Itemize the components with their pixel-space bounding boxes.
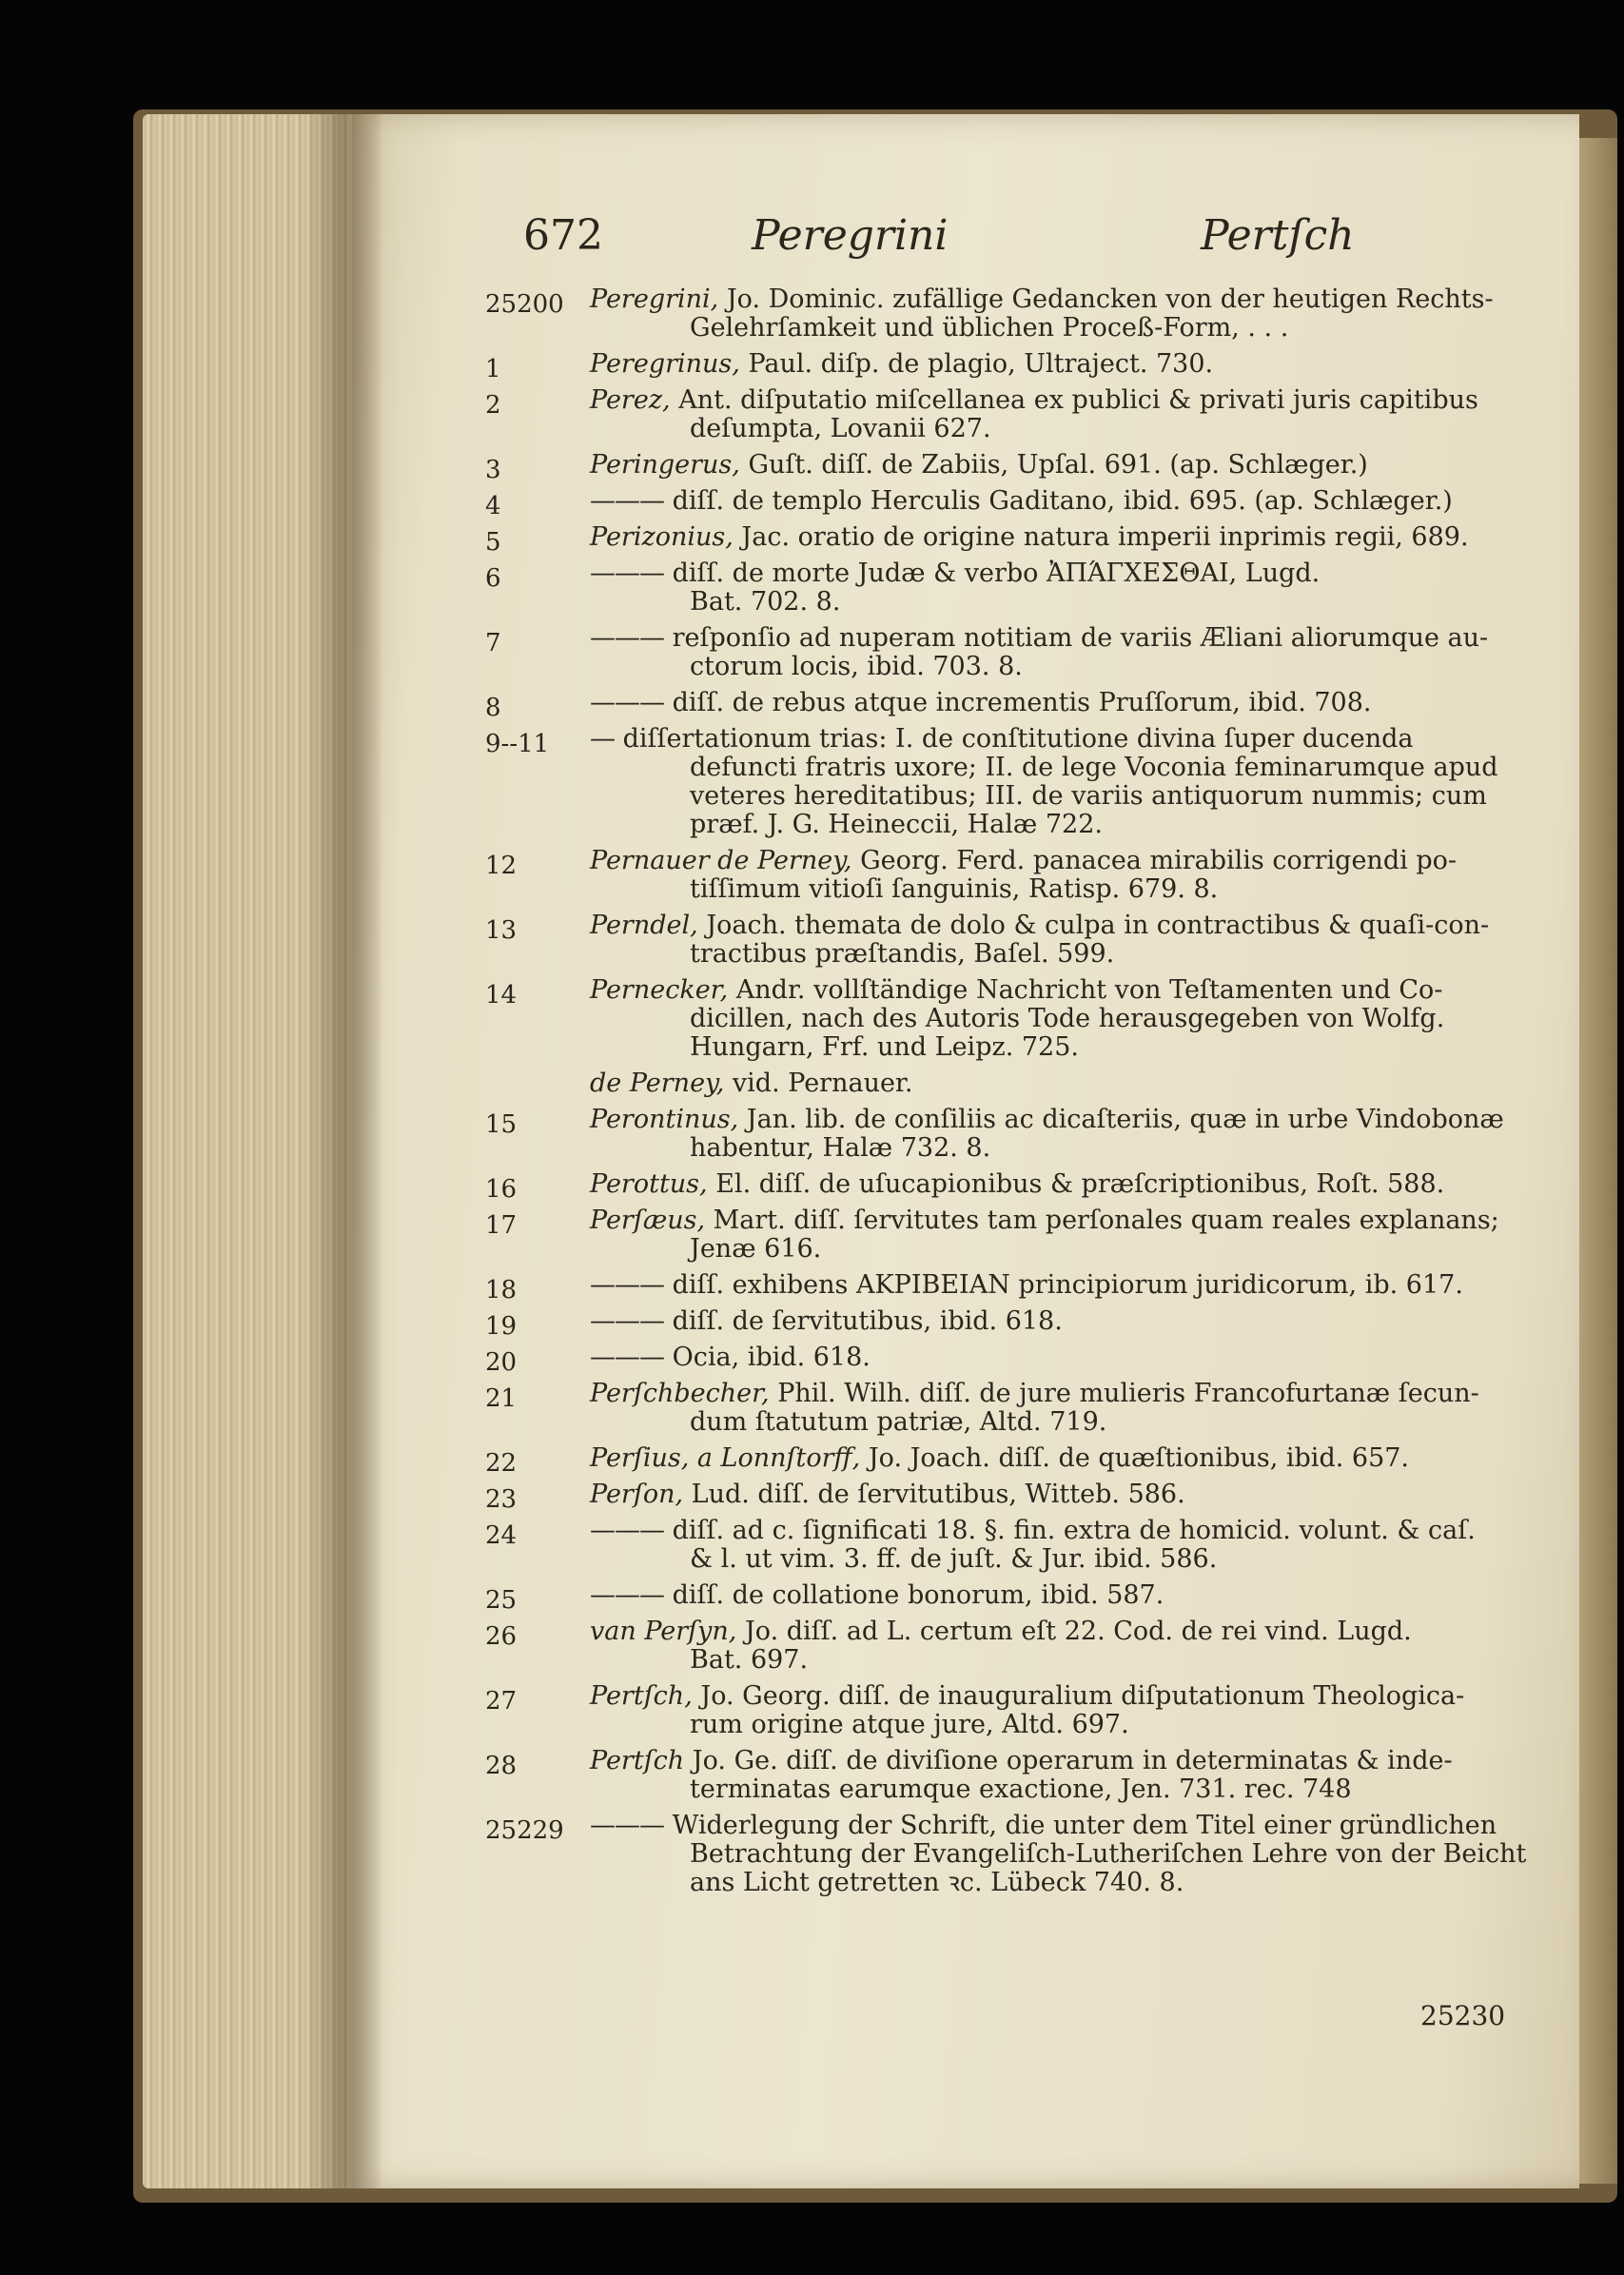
entry-line: El. diſſ. de uſucapionibus & præſcriptionibus, Roſt. 588. [715, 1169, 1445, 1199]
entry-line: Jac. oratio de origine natura imperii inprimis regii, 689. [741, 522, 1469, 552]
catalog-entry [485, 1443, 1551, 1478]
entry-line: præf. J. G. Heineccii, Halæ 722. [690, 810, 1103, 839]
entry-author: ——— [590, 1811, 664, 1840]
entry-number: 15 [485, 1110, 518, 1139]
entry-author: Pertſch [590, 1746, 685, 1775]
entry-line: Gelehrſamkeit und üblichen Proceß-Form, . . . [690, 313, 1289, 343]
entry-line: diſſ. de collatione bonorum, ibid. 587. [672, 1580, 1164, 1610]
entry-text [590, 1618, 1551, 1675]
entry-text [590, 1206, 1551, 1264]
entry-line: tiſſimum vitioſi ſanguinis, Ratisp. 679. 8. [690, 874, 1219, 904]
entry-number: 20 [485, 1348, 518, 1377]
entry-author: Perſius, a Lonnſtorff, [590, 1443, 861, 1473]
catalog-entry [485, 285, 1551, 343]
catalog-entry [485, 1580, 1551, 1615]
entry-number: 27 [485, 1687, 518, 1716]
entry-line: veteres hereditatibus; III. de variis antiquorum nummis; cum [690, 781, 1487, 811]
entry-author: Pernauer de Perney, [590, 846, 852, 875]
entry-number: 16 [485, 1175, 518, 1204]
entry-text [590, 1106, 1551, 1163]
entry-line: Betrachtung der Evangeliſch-Lutheriſchen Lehre von der Beicht [690, 1839, 1527, 1869]
entry-text [590, 523, 1551, 552]
entry-line: diſſ. de templo Herculis Gaditano, ibid. 695. (ap. Schlæger.) [672, 486, 1453, 516]
entry-number: 19 [485, 1312, 518, 1341]
entry-author: ——— [590, 559, 664, 588]
entry-line: vid. Pernauer. [732, 1069, 913, 1098]
entry-author: ——— [590, 1580, 664, 1610]
entry-line: Lud. diſſ. de ſervitutibus, Witteb. 586. [691, 1480, 1185, 1509]
catalog-entry [485, 847, 1551, 904]
entry-number: 8 [485, 694, 501, 722]
entry-line: & l. ut vim. 3. ff. de juſt. & Jur. ibid. 586. [690, 1544, 1218, 1574]
entry-text [590, 912, 1551, 969]
entry-number: 21 [485, 1384, 518, 1413]
entry-line: Jo. Dominic. zufällige Gedancken von der heutigen Rechts- [726, 284, 1494, 314]
catalog-entry [485, 1380, 1551, 1437]
entry-text [590, 285, 1551, 343]
entry-number: 18 [485, 1276, 518, 1304]
entry-author: Perſchbecher, [590, 1379, 770, 1408]
entry-author: ——— [590, 1270, 664, 1300]
entry-number: 9--11 [485, 730, 550, 758]
entry-text [590, 451, 1551, 480]
entry-number: 14 [485, 981, 518, 1010]
entry-number: 7 [485, 629, 501, 657]
entry-text [590, 1271, 1551, 1300]
entry-text [590, 1307, 1551, 1336]
entry-line: diſſ. ad c. ſignificati 18. §. fin. extra de homicid. volunt. & caſ. [672, 1516, 1476, 1545]
entry-number: 25200 [485, 290, 564, 319]
entry-line: diſſertationum trias: I. de conſtitutione divina ſuper ducenda [622, 724, 1414, 754]
entry-text [590, 1343, 1551, 1372]
catalog-entry [485, 1618, 1551, 1675]
catalog-entry [485, 624, 1551, 681]
entry-author: Perez, [590, 385, 671, 415]
catalog-entry [485, 450, 1551, 484]
entry-line: Georg. Ferd. panacea mirabilis corrigendi po- [860, 846, 1457, 875]
entry-number: 24 [485, 1521, 518, 1550]
entry-line: Hungarn, Frf. und Leipz. 725. [690, 1032, 1079, 1062]
entry-text [590, 386, 1551, 443]
entry-text [590, 725, 1551, 839]
spine-shadow [304, 114, 381, 2188]
entry-author: van Perſyn, [590, 1617, 737, 1646]
entry-number: 22 [485, 1449, 518, 1478]
catalog-entry [485, 559, 1551, 617]
entry-text [590, 689, 1551, 717]
entry-author: Peringerus, [590, 450, 740, 480]
catalog-entry [485, 522, 1551, 557]
entry-line: diſſ. de morte Judæ & verbo ἈΠΆΓΧΕΣΘΑΙ, Lugd. [672, 559, 1321, 588]
entry-line: Andr. vollſtändige Nachricht von Teſtamenten und Co- [735, 975, 1443, 1005]
entry-author: ——— [590, 623, 664, 653]
entry-line: Bat. 702. 8. [690, 587, 841, 617]
entry-author: — [590, 724, 615, 754]
entry-text [590, 559, 1551, 617]
entry-author: ——— [590, 1343, 664, 1372]
entry-number: 12 [485, 852, 518, 880]
entry-line: deſumpta, Lovanii 627. [690, 414, 991, 443]
entry-line: Ocia, ibid. 618. [672, 1343, 871, 1372]
entry-author: ——— [590, 1516, 664, 1545]
entry-author: ——— [590, 688, 664, 717]
catalog-entries [485, 285, 1551, 1897]
catalog-entry [485, 349, 1551, 383]
entry-number: 6 [485, 564, 501, 593]
entry-line: dicillen, nach des Autoris Tode herausgegeben von Wolfg. [690, 1004, 1445, 1033]
right-page-edge [1575, 138, 1617, 2184]
entry-number: 3 [485, 456, 501, 484]
catalog-entry [485, 1169, 1551, 1204]
entry-number: 25229 [485, 1816, 564, 1845]
entry-line: Ant. diſputatio miſcellanea ex publici & privati juris capitibus [678, 385, 1478, 415]
entry-text [590, 1682, 1551, 1739]
entry-line: Jo. Ge. diſſ. de diviſione operarum in determinatas & inde- [692, 1746, 1453, 1775]
entry-text [590, 1747, 1551, 1804]
entry-number: 23 [485, 1485, 518, 1514]
entry-line: reſponſio ad nuperam notitiam de variis Æliani aliorumque au- [672, 623, 1489, 653]
entry-line: habentur, Halæ 732. 8. [690, 1133, 991, 1163]
entry-number: 4 [485, 492, 501, 520]
entry-author: Perottus, [590, 1169, 708, 1199]
entry-number: 25 [485, 1586, 518, 1615]
running-head-right: Pertſch [1201, 211, 1355, 260]
entry-line: Guſt. diſſ. de Zabiis, Upſal. 691. (ap. Schlæger.) [748, 450, 1368, 480]
entry-text [590, 624, 1551, 681]
entry-text [590, 976, 1551, 1062]
entry-line: ctorum locis, ibid. 703. 8. [690, 652, 1023, 681]
entry-text [590, 1481, 1551, 1509]
running-head-left: Peregrini [752, 211, 949, 260]
entry-number: 28 [485, 1752, 518, 1780]
entry-line: Jo. Joach. diſſ. de quæſtionibus, ibid. 657. [868, 1443, 1410, 1473]
entry-number: 26 [485, 1622, 518, 1651]
entry-line: diſſ. de rebus atque incrementis Pruſſorum, ibid. 708. [672, 688, 1372, 717]
catalog-entry [485, 1106, 1551, 1163]
entry-line: dum ſtatutum patriæ, Altd. 719. [690, 1407, 1107, 1437]
entry-author: Perontinus, [590, 1105, 739, 1134]
entry-line: Jenæ 616. [690, 1234, 822, 1264]
entry-text [590, 1069, 1551, 1098]
entry-text [590, 1380, 1551, 1437]
entry-number: 17 [485, 1211, 518, 1240]
entry-author: Perſæus, [590, 1206, 706, 1235]
catalog-entry [485, 386, 1551, 443]
entry-line: rum origine atque jure, Altd. 697. [690, 1710, 1129, 1739]
catalog-entry [485, 1069, 1551, 1098]
entry-author: de Perney, [590, 1069, 725, 1098]
catalog-entry [485, 1517, 1551, 1574]
catalog-entry [485, 1270, 1551, 1304]
entry-author: Peregrinus, [590, 349, 740, 379]
entry-text [590, 1444, 1551, 1473]
catalog-entry [485, 912, 1551, 969]
entry-number: 5 [485, 528, 501, 557]
catalog-entry [485, 1343, 1551, 1377]
entry-line: Phil. Wilh. diſſ. de jure mulieris Francofurtanæ ſecun- [777, 1379, 1479, 1408]
catalog-entry [485, 688, 1551, 722]
entry-author: Peregrini, [590, 284, 719, 314]
entry-text [590, 1170, 1551, 1199]
catalog-entry [485, 1812, 1551, 1897]
entry-line: Jan. lib. de conſiliis ac dicaſteriis, quæ in urbe Vindobonæ [746, 1105, 1504, 1134]
entry-number: 13 [485, 916, 518, 945]
entry-author: Perndel, [590, 911, 698, 940]
catalog-entry [485, 976, 1551, 1062]
entry-author: Perſon, [590, 1480, 684, 1509]
entry-author: ——— [590, 486, 664, 516]
page-number: 672 [523, 211, 603, 260]
entry-line: Joach. themata de dolo & culpa in contractibus & quaſi-con- [706, 911, 1490, 940]
entry-number: 2 [485, 391, 501, 420]
catalog-entry [485, 1306, 1551, 1341]
entry-line: diſſ. exhibens ΑΚΡΙΒΕΙΑΝ principiorum juridicorum, ib. 617. [672, 1270, 1463, 1300]
catalog-entry [485, 1682, 1551, 1739]
catchword: 25230 [1420, 2000, 1506, 2031]
catalog-entry [485, 1747, 1551, 1804]
entry-text [590, 847, 1551, 904]
entry-line: tractibus præſtandis, Baſel. 599. [690, 939, 1115, 969]
entry-line: diſſ. de ſervitutibus, ibid. 618. [672, 1306, 1063, 1336]
entry-text [590, 350, 1551, 379]
entry-text [590, 1812, 1551, 1897]
entry-line: Widerlegung der Schrift, die unter dem Titel einer gründlichen [672, 1811, 1497, 1840]
catalog-entry [485, 725, 1551, 839]
entry-author: Perizonius, [590, 522, 734, 552]
entry-author: ——— [590, 1306, 664, 1336]
entry-text [590, 487, 1551, 516]
entry-number: 1 [485, 355, 501, 383]
entry-line: Mart. diſſ. ſervitutes tam perſonales quam reales explanans; [713, 1206, 1499, 1235]
catalog-entry [485, 1480, 1551, 1514]
entry-text [590, 1517, 1551, 1574]
entry-line: terminatas earumque exactione, Jen. 731. rec. 748 [690, 1775, 1352, 1804]
entry-line: defuncti fratris uxore; II. de lege Voconia feminarumque apud [690, 753, 1498, 782]
entry-author: Pernecker, [590, 975, 729, 1005]
entry-text [590, 1581, 1551, 1610]
catalog-entry [485, 486, 1551, 520]
entry-line: Jo. Georg. diſſ. de inauguralium diſputationum Theologica- [700, 1681, 1465, 1711]
entry-line: Jo. diſſ. ad L. certum eſt 22. Cod. de rei vind. Lugd. [744, 1617, 1412, 1646]
catalog-entry [485, 1206, 1551, 1264]
entry-author: Pertſch, [590, 1681, 693, 1711]
entry-line: Bat. 697. [690, 1645, 809, 1675]
entry-line: Paul. diſp. de plagio, Ultraject. 730. [748, 349, 1214, 379]
entry-line: ans Licht getretten ꝛc. Lübeck 740. 8. [690, 1868, 1184, 1897]
